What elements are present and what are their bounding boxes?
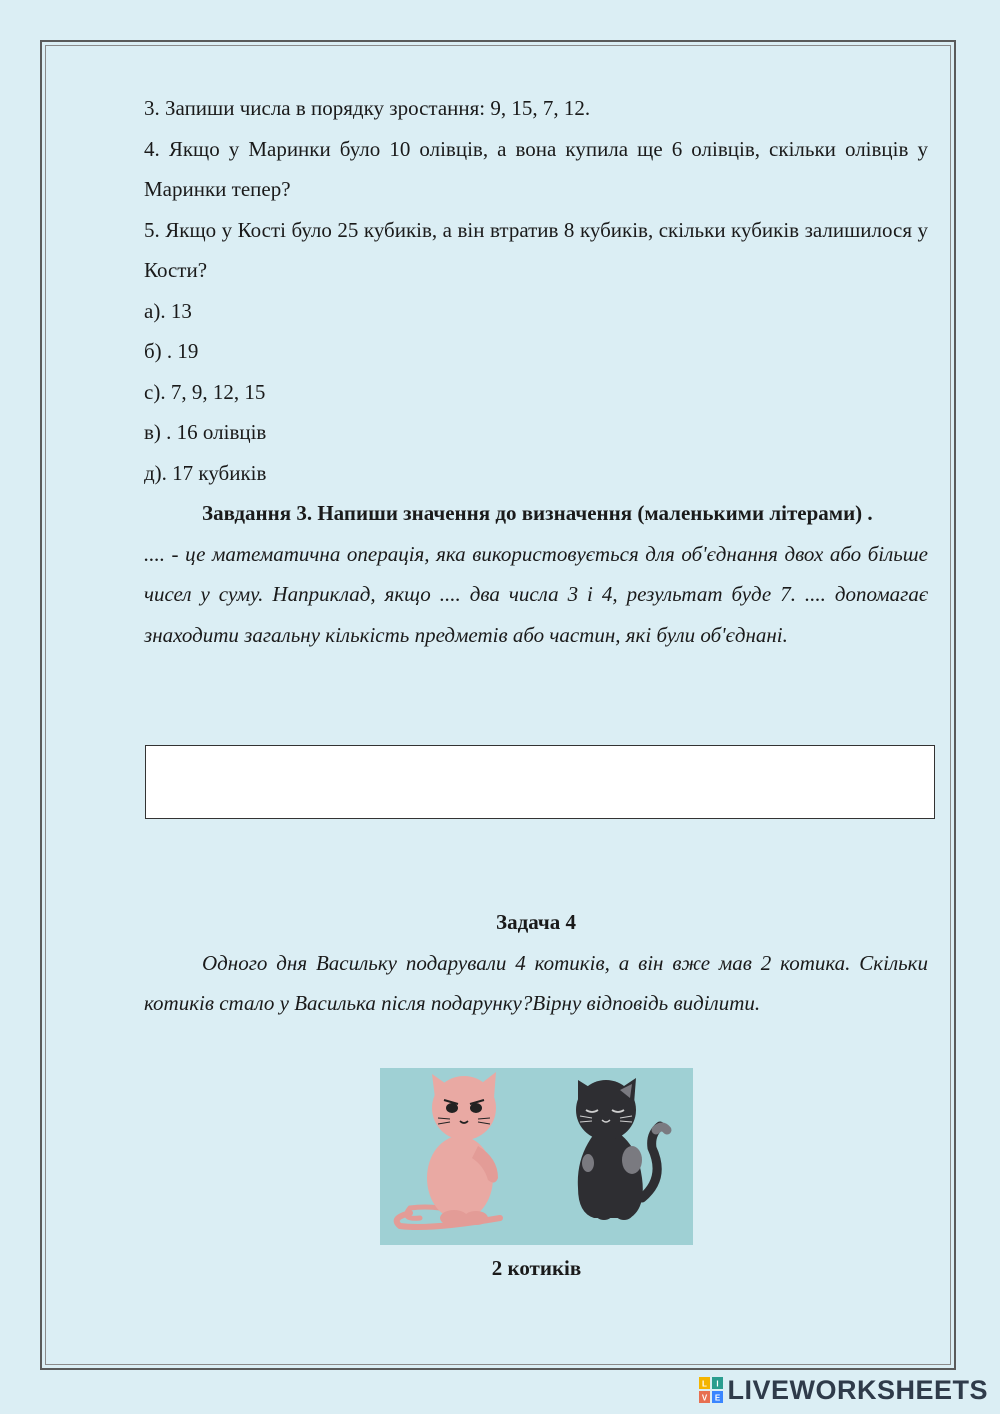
answer-option[interactable]: а). 13	[144, 298, 192, 323]
task3-definition: .... - це математична операція, яка використовується для об'єднання двох або більше чисел у суму. Наприклад, якщо .... два числа 3 і 4, результат буде 7. .... допомагає знаходити загальну кількість предметів або частин, які були об'єднані.	[144, 541, 928, 647]
cats-image[interactable]	[380, 1068, 693, 1245]
task4-section	[144, 902, 928, 1024]
question-3: 3. Запиши числа в порядку зростання: 9, 15, 7, 12.	[144, 96, 591, 120]
task3-answer-input[interactable]	[145, 745, 935, 819]
logo-letter: E	[715, 1393, 721, 1403]
task3-heading: Завдання 3. Напиши значення до визначення (маленькими літерами) .	[202, 501, 873, 525]
question-5: 5. Якщо у Кості було 25 кубиків, а він втратив 8 кубиків, скільки кубиків залишилося у Кости?	[144, 217, 928, 282]
question-4: 4. Якщо у Маринки було 10 олівців, а вона купила ще 6 олівців, скільки олівців у Маринки тепер?	[144, 136, 928, 201]
logo-letter: L	[702, 1379, 708, 1389]
cats-caption: 2 котиків	[491, 1256, 582, 1280]
liveworksheets-logo-text: LIVEWORKSHEETS	[727, 1374, 988, 1405]
logo-letter: I	[716, 1379, 720, 1389]
liveworksheets-logo[interactable]	[699, 1375, 988, 1405]
answer-option[interactable]: с). 7, 9, 12, 15	[144, 379, 266, 404]
task4-title: Задача 4	[496, 910, 576, 934]
answer-option[interactable]: д). 17 кубиків	[144, 460, 267, 485]
task4-text: Одного дня Васильку подарували 4 котиків, а він вже мав 2 котика. Скільки котиків стало у Василька після подарунку?Вірну відповідь виділити.	[144, 950, 928, 1015]
worksheet-content	[144, 88, 928, 655]
logo-letter: V	[702, 1393, 708, 1403]
answer-option[interactable]: б) . 19	[144, 339, 199, 363]
liveworksheets-logo-icon	[699, 1377, 723, 1403]
answer-option[interactable]: в) . 16 олівців	[144, 420, 267, 444]
